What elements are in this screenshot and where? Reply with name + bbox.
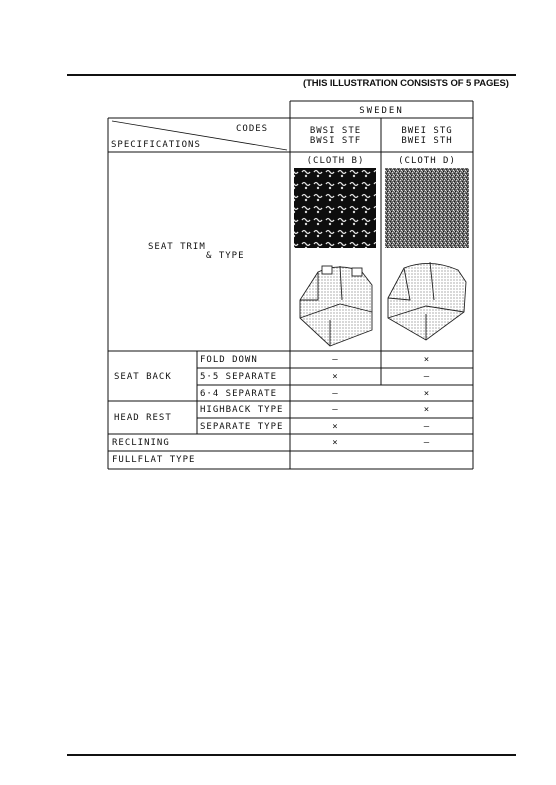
codes-label: CODES [236, 124, 269, 134]
seat-back-row-label: 6·4 SEPARATE [200, 389, 278, 399]
seat-illustration-highback [388, 262, 466, 340]
cloth-d-swatch [385, 168, 469, 248]
seat-back-row-col1: × [332, 372, 339, 382]
column-1-cloth: (CLOTH B) [306, 156, 365, 166]
reclining-col1: × [332, 438, 339, 448]
seat-back-row-col2: – [423, 372, 431, 382]
seat-back-row-col1: – [332, 355, 339, 365]
column-1-codes-line1: BWSI STE [309, 126, 362, 136]
head-rest-row-col2: – [423, 422, 431, 432]
seat-back-label: SEAT BACK [114, 372, 172, 382]
head-rest-row-label: SEPARATE TYPE [200, 422, 284, 432]
seat-back-row-col2: × [423, 355, 431, 365]
bottom-rule [67, 754, 516, 756]
seat-illustration-split [300, 266, 372, 346]
column-2-cloth: (CLOTH D) [398, 156, 456, 166]
seat-back-row-col2: × [423, 389, 431, 399]
head-rest-row-col1: – [332, 405, 339, 415]
head-rest-row-col1: × [332, 422, 339, 432]
seat-back-row-label: 5·5 SEPARATE [200, 372, 278, 382]
column-2-codes-line2: BWEI STH [401, 136, 453, 146]
seat-back-row-col1: – [332, 389, 339, 399]
fullflat-label: FULLFLAT TYPE [112, 455, 196, 465]
illustration-page-note: (THIS ILLUSTRATION CONSISTS OF 5 PAGES) [303, 78, 509, 89]
seat-trim-label: SEAT TRIM [148, 242, 206, 252]
cloth-b-swatch [294, 168, 376, 248]
column-1-codes-line2: BWSI STF [309, 136, 362, 146]
seat-back-row-label: FOLD DOWN [200, 355, 258, 365]
seat-trim-type-label: & TYPE [206, 251, 245, 261]
specifications-label: SPECIFICATIONS [111, 140, 201, 150]
head-rest-label: HEAD REST [114, 413, 172, 423]
head-rest-row-label: HIGHBACK TYPE [200, 405, 284, 415]
reclining-col2: – [423, 438, 431, 448]
head-rest-row-col2: × [423, 405, 431, 415]
region-header: SWEDEN [359, 106, 404, 116]
reclining-label: RECLINING [112, 438, 170, 448]
column-2-codes-line1: BWEI STG [401, 126, 453, 136]
